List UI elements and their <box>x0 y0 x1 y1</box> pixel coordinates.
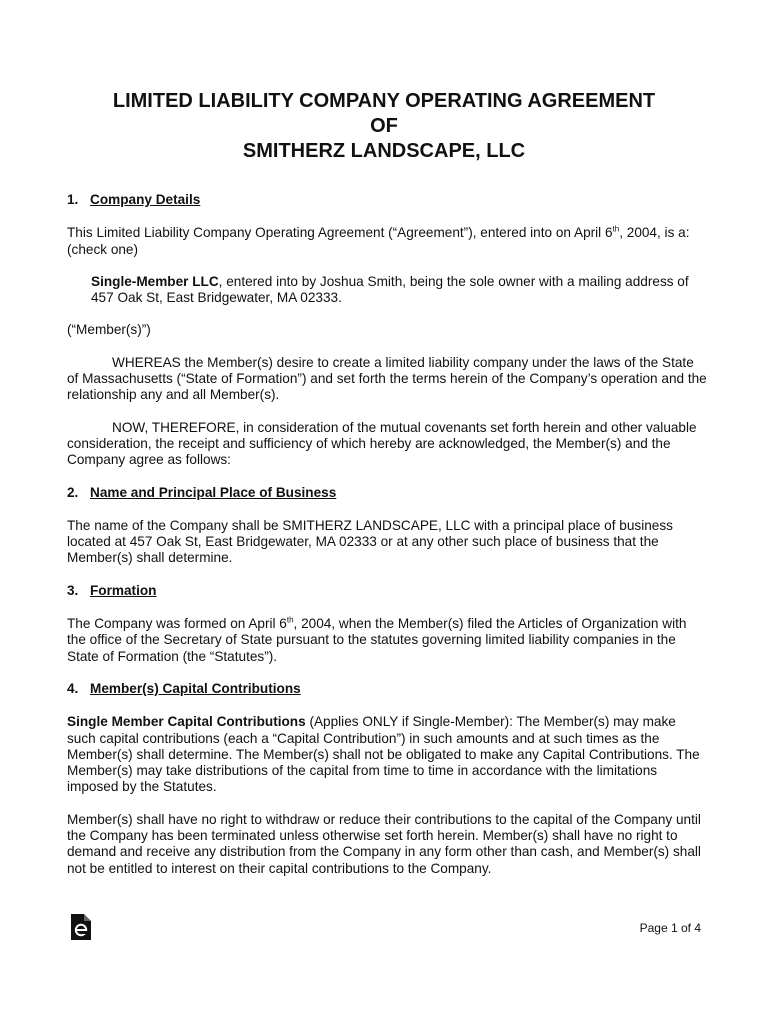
section-number: 4. <box>67 680 79 696</box>
section-title: Company Details <box>90 192 201 207</box>
section-number: 3. <box>67 582 79 598</box>
section-number: 2. <box>67 484 79 500</box>
section-title: Name and Principal Place of Business <box>90 484 337 500</box>
name-place-paragraph: The name of the Company shall be SMITHERZ LANDSCAPE, LLC with a principal place of business located at 457 Oak St, East Bridgewater, MA 02333 or at any other such place of business that the Member(s) shall determine. <box>67 517 673 566</box>
capital-contributions-paragraph: Single Member Capital Contributions (Applies ONLY if Single-Member): The Member(s) may make such capital contributions (each a “Capital Contribution”) in such amounts and at such times as the Member(s) shall determine. The Member(s) shall not be obligated to make any Capital Contributions. The Member(s) may take distributions of the capital from time to time in accordance with the limitations imposed by the Statutes. <box>67 714 700 795</box>
single-member-option: Single-Member LLC, entered into by Joshua Smith, being the sole owner with a mailing address of 457 Oak St, East Bridgewater, MA 02333. <box>91 273 689 306</box>
title-line-2: OF <box>370 115 398 137</box>
title-line-3: SMITHERZ LANDSCAPE, LLC <box>242 140 526 162</box>
section-heading-formation <box>67 583 707 599</box>
title-line-1: LIMITED LIABILITY COMPANY OPERATING AGREEMENT <box>112 90 656 112</box>
section-number: 1. <box>67 192 79 207</box>
members-definition: (“Member(s)”) <box>67 322 151 338</box>
single-member-label: Single-Member LLC <box>91 273 219 289</box>
section-heading-capital-contributions <box>67 681 707 697</box>
now-therefore-paragraph: NOW, THEREFORE, in consideration of the mutual covenants set forth herein and other valuable consideration, the receipt and sufficiency of which hereby are acknowledged, the Member(s) and the Company agree as follows: <box>67 419 697 468</box>
section-heading-name-place <box>67 485 707 501</box>
document-body <box>67 192 707 893</box>
section-title: Member(s) Capital Contributions <box>90 680 301 696</box>
formation-paragraph: The Company was formed on April 6th, 2004, when the Member(s) filed the Articles of Organization with the office of the Secretary of State pursuant to the statutes governing limited liability companies in the State of Formation (the “Statutes”). <box>67 615 687 664</box>
eforms-logo-icon <box>71 914 91 940</box>
page-number: Page 1 of 4 <box>639 921 701 935</box>
section-heading-company-details <box>67 192 707 208</box>
document-title <box>0 89 768 164</box>
withdrawal-paragraph: Member(s) shall have no right to withdraw or reduce their contributions to the capital of the Company until the Company has been terminated unless otherwise set forth herein. Member(s) shall have no right to demand and receive any distribution from the Company in any form other than cash, and Member(s) shall not be entitled to interest on their capital contributions to the Company. <box>67 811 701 876</box>
agreement-intro-paragraph: This Limited Liability Company Operating Agreement (“Agreement”), entered into on April 6th, 2004, is a: (check one) <box>67 224 690 257</box>
capital-contributions-label: Single Member Capital Contributions <box>67 714 306 730</box>
whereas-paragraph: WHEREAS the Member(s) desire to create a limited liability company under the laws of the State of Massachusetts (“State of Formation”) and set forth the terms herein of the Company’s operation and the relationship any and all Member(s). <box>67 354 707 403</box>
section-title: Formation <box>90 582 157 598</box>
